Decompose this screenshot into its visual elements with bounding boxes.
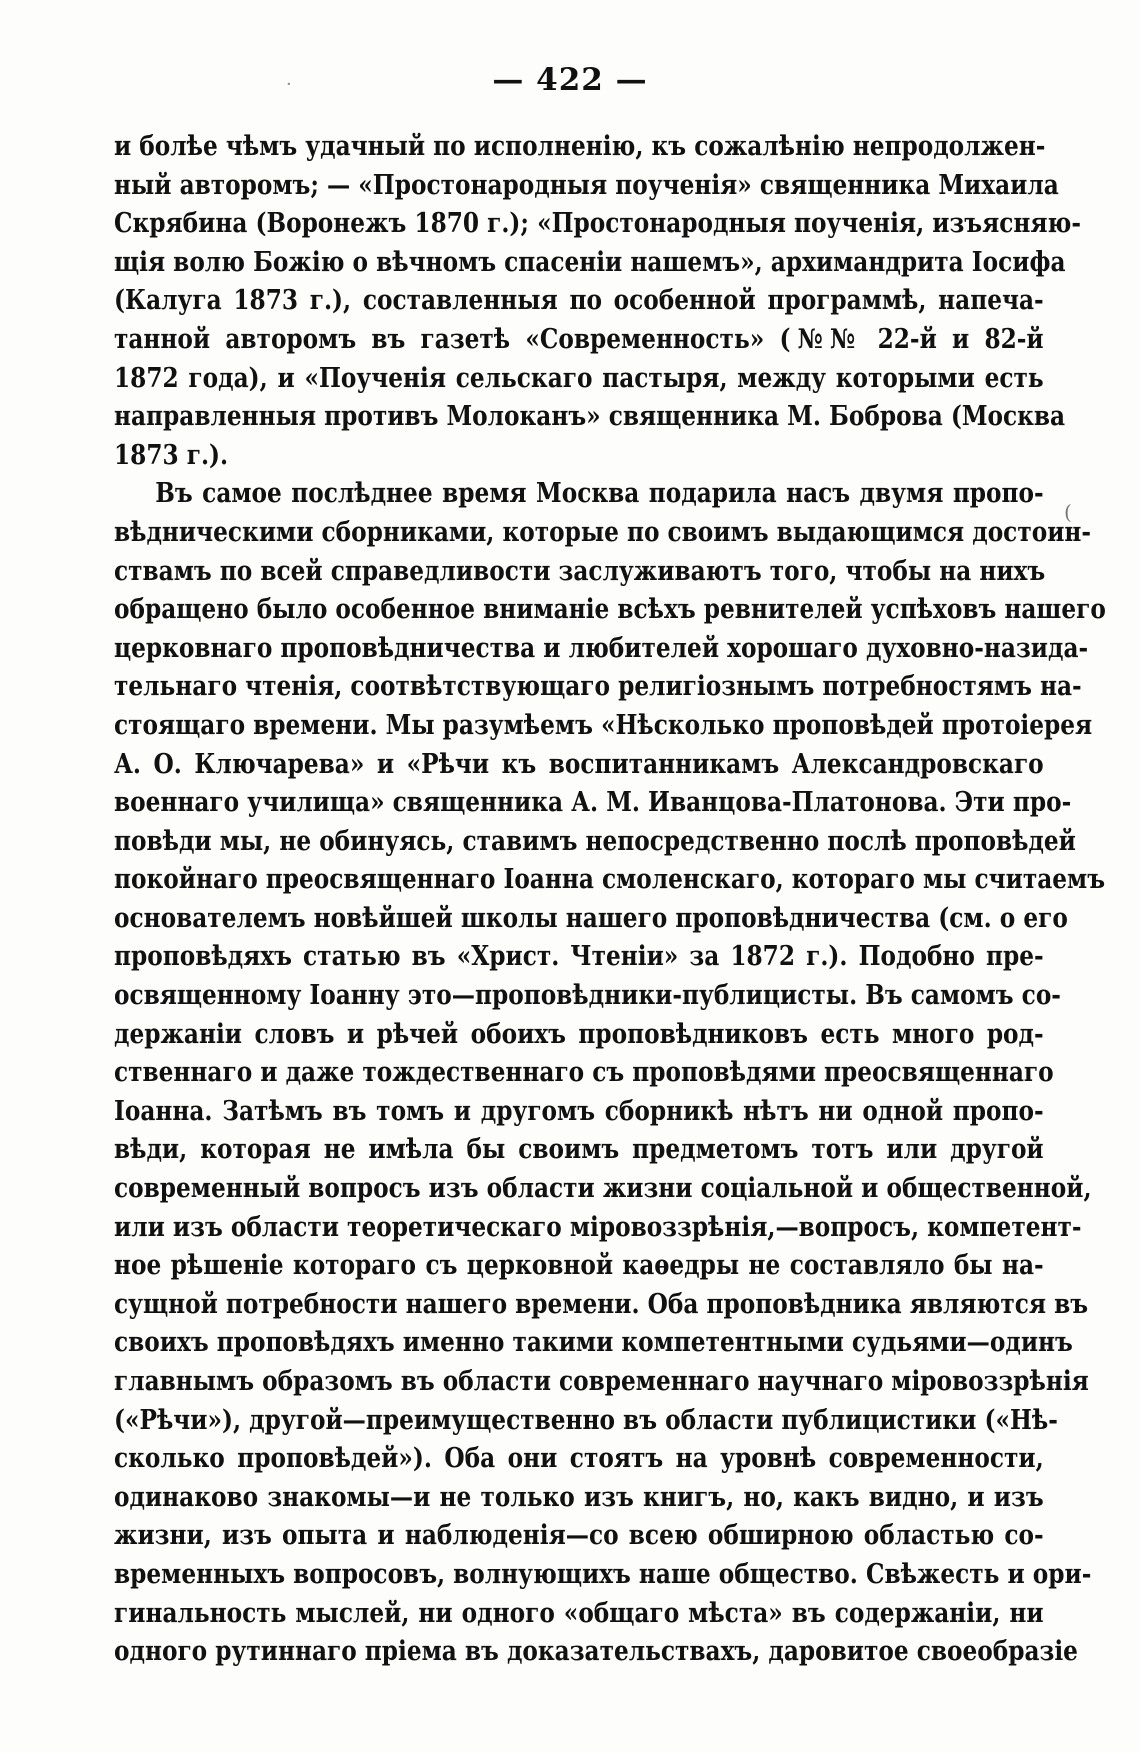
text-line: жизни, изъ опыта и наблюденія—со всею обширною областью со- bbox=[114, 1520, 1044, 1552]
text-line: повѣди мы, не обинуясь, ставимъ непосредственно послѣ проповѣдей bbox=[114, 825, 1076, 857]
text-line: танной авторомъ въ газетѣ «Современность» (№№ 22-й и 82-й bbox=[114, 323, 1044, 355]
text-line: («Рѣчи»), другой—преимущественно въ области публицистики («Нѣ- bbox=[114, 1404, 1058, 1436]
text-line: ственнаго и даже тождественнаго съ проповѣдями преосвященнаго bbox=[114, 1057, 1054, 1089]
text-line: вѣди, которая не имѣла бы своимъ предметомъ тотъ или другой bbox=[114, 1134, 1044, 1166]
text-line: и болѣе чѣмъ удачный по исполненію, къ сожалѣнію непродолжен- bbox=[114, 131, 1046, 162]
text-line: держаніи словъ и рѣчей обоихъ проповѣдниковъ есть много род- bbox=[114, 1018, 1044, 1050]
text-line: освященному Іоанну это—проповѣдники-публицисты. Въ самомъ со- bbox=[114, 980, 1061, 1012]
text-line: одного рутиннаго пріема въ доказательствахъ, даровитое своеобразіе bbox=[114, 1636, 1078, 1668]
text-line: гинальность мыслей, ни одного «общаго мѣста» въ содержаніи, ни bbox=[114, 1597, 1044, 1629]
text-line: ное рѣшеніе котораго съ церковной каѳедры не составляло бы на- bbox=[114, 1250, 1044, 1282]
text-line: основателемъ новѣйшей школы нашего проповѣдничества (см. о его bbox=[114, 902, 1068, 934]
paragraph-start-line: Въ самое послѣднее время Москва подарила насъ двумя пропо- bbox=[155, 478, 1044, 510]
text-line: тельнаго чтенія, соотвѣтствующаго религіознымъ потребностямъ на- bbox=[114, 671, 1082, 703]
text-line: 1873 г.). bbox=[114, 439, 229, 471]
text-line: 1872 года), и «Поученія сельскаго пастыря, между которыми есть bbox=[114, 362, 1044, 394]
text-line: современный вопросъ изъ области жизни соціальной и общественной, bbox=[114, 1173, 1092, 1205]
body-text bbox=[114, 128, 1106, 1672]
text-line: главнымъ образомъ въ области современнаго научнаго міровоззрѣнія bbox=[114, 1366, 1089, 1397]
text-line: щія волю Божію о вѣчномъ спасеніи нашемъ», архимандрита Іосифа bbox=[114, 246, 1066, 278]
text-line: стоящаго времени. Мы разумѣемъ «Нѣсколько проповѣдей протоіерея bbox=[114, 709, 1093, 741]
text-line: временныхъ вопросовъ, волнующихъ наше общество. Свѣжесть и ори- bbox=[114, 1558, 1092, 1590]
text-line: одинаково знакомы—и не только изъ книгъ, но, какъ видно, и изъ bbox=[114, 1481, 1044, 1513]
text-line: сколько проповѣдей»). Оба они стоятъ на уровнѣ современности, bbox=[114, 1443, 1044, 1475]
print-speck: · bbox=[286, 74, 292, 95]
text-line: или изъ области теоретическаго міровоззрѣнія,—вопросъ, компетент- bbox=[114, 1211, 1082, 1243]
text-line: своихъ проповѣдяхъ именно такими компетентными судьями—одинъ bbox=[114, 1327, 1073, 1359]
text-line: проповѣдяхъ статью въ «Христ. Чтеніи» за 1872 г.). Подобно пре- bbox=[114, 941, 1044, 973]
text-line: покойнаго преосвященнаго Іоанна смоленскаго, котораго мы считаемъ bbox=[114, 864, 1106, 896]
text-line: вѣдническими сборниками, которые по своимъ выдающимся достоин- bbox=[114, 516, 1092, 548]
margin-mark: ( bbox=[1064, 500, 1072, 524]
text-line: церковнаго проповѣдничества и любителей хорошаго духовно-назида- bbox=[114, 632, 1089, 664]
text-line: (Калуга 1873 г.), составленныя по особенной программѣ, напеча- bbox=[114, 285, 1044, 317]
text-line: ствамъ по всей справедливости заслуживаютъ того, чтобы на нихъ bbox=[114, 555, 1046, 587]
text-line: Іоанна. Затѣмъ въ томъ и другомъ сборникѣ нѣтъ ни одной пропо- bbox=[114, 1095, 1044, 1127]
page-number: — 422 — bbox=[492, 62, 648, 98]
text-line: А. О. Ключарева» и «Рѣчи къ воспитанникамъ Александровскаго bbox=[114, 748, 1044, 780]
text-line: обращено было особенное вниманіе всѣхъ ревнителей успѣховъ нашего bbox=[114, 594, 1106, 626]
text-line: Скрябина (Воронежъ 1870 г.); «Простонародныя поученія, изъясняю- bbox=[114, 208, 1082, 240]
text-line: военнаго училища» священника А. М. Иванцова-Платонова. Эти про- bbox=[114, 787, 1072, 819]
text-line: сущной потребности нашего времени. Оба проповѣдника являются въ bbox=[114, 1288, 1089, 1320]
text-line: направленныя противъ Молоканъ» священника М. Боброва (Москва bbox=[114, 401, 1066, 433]
text-line: ный авторомъ; — «Простонародныя поученія» священника Михаила bbox=[114, 169, 1059, 201]
